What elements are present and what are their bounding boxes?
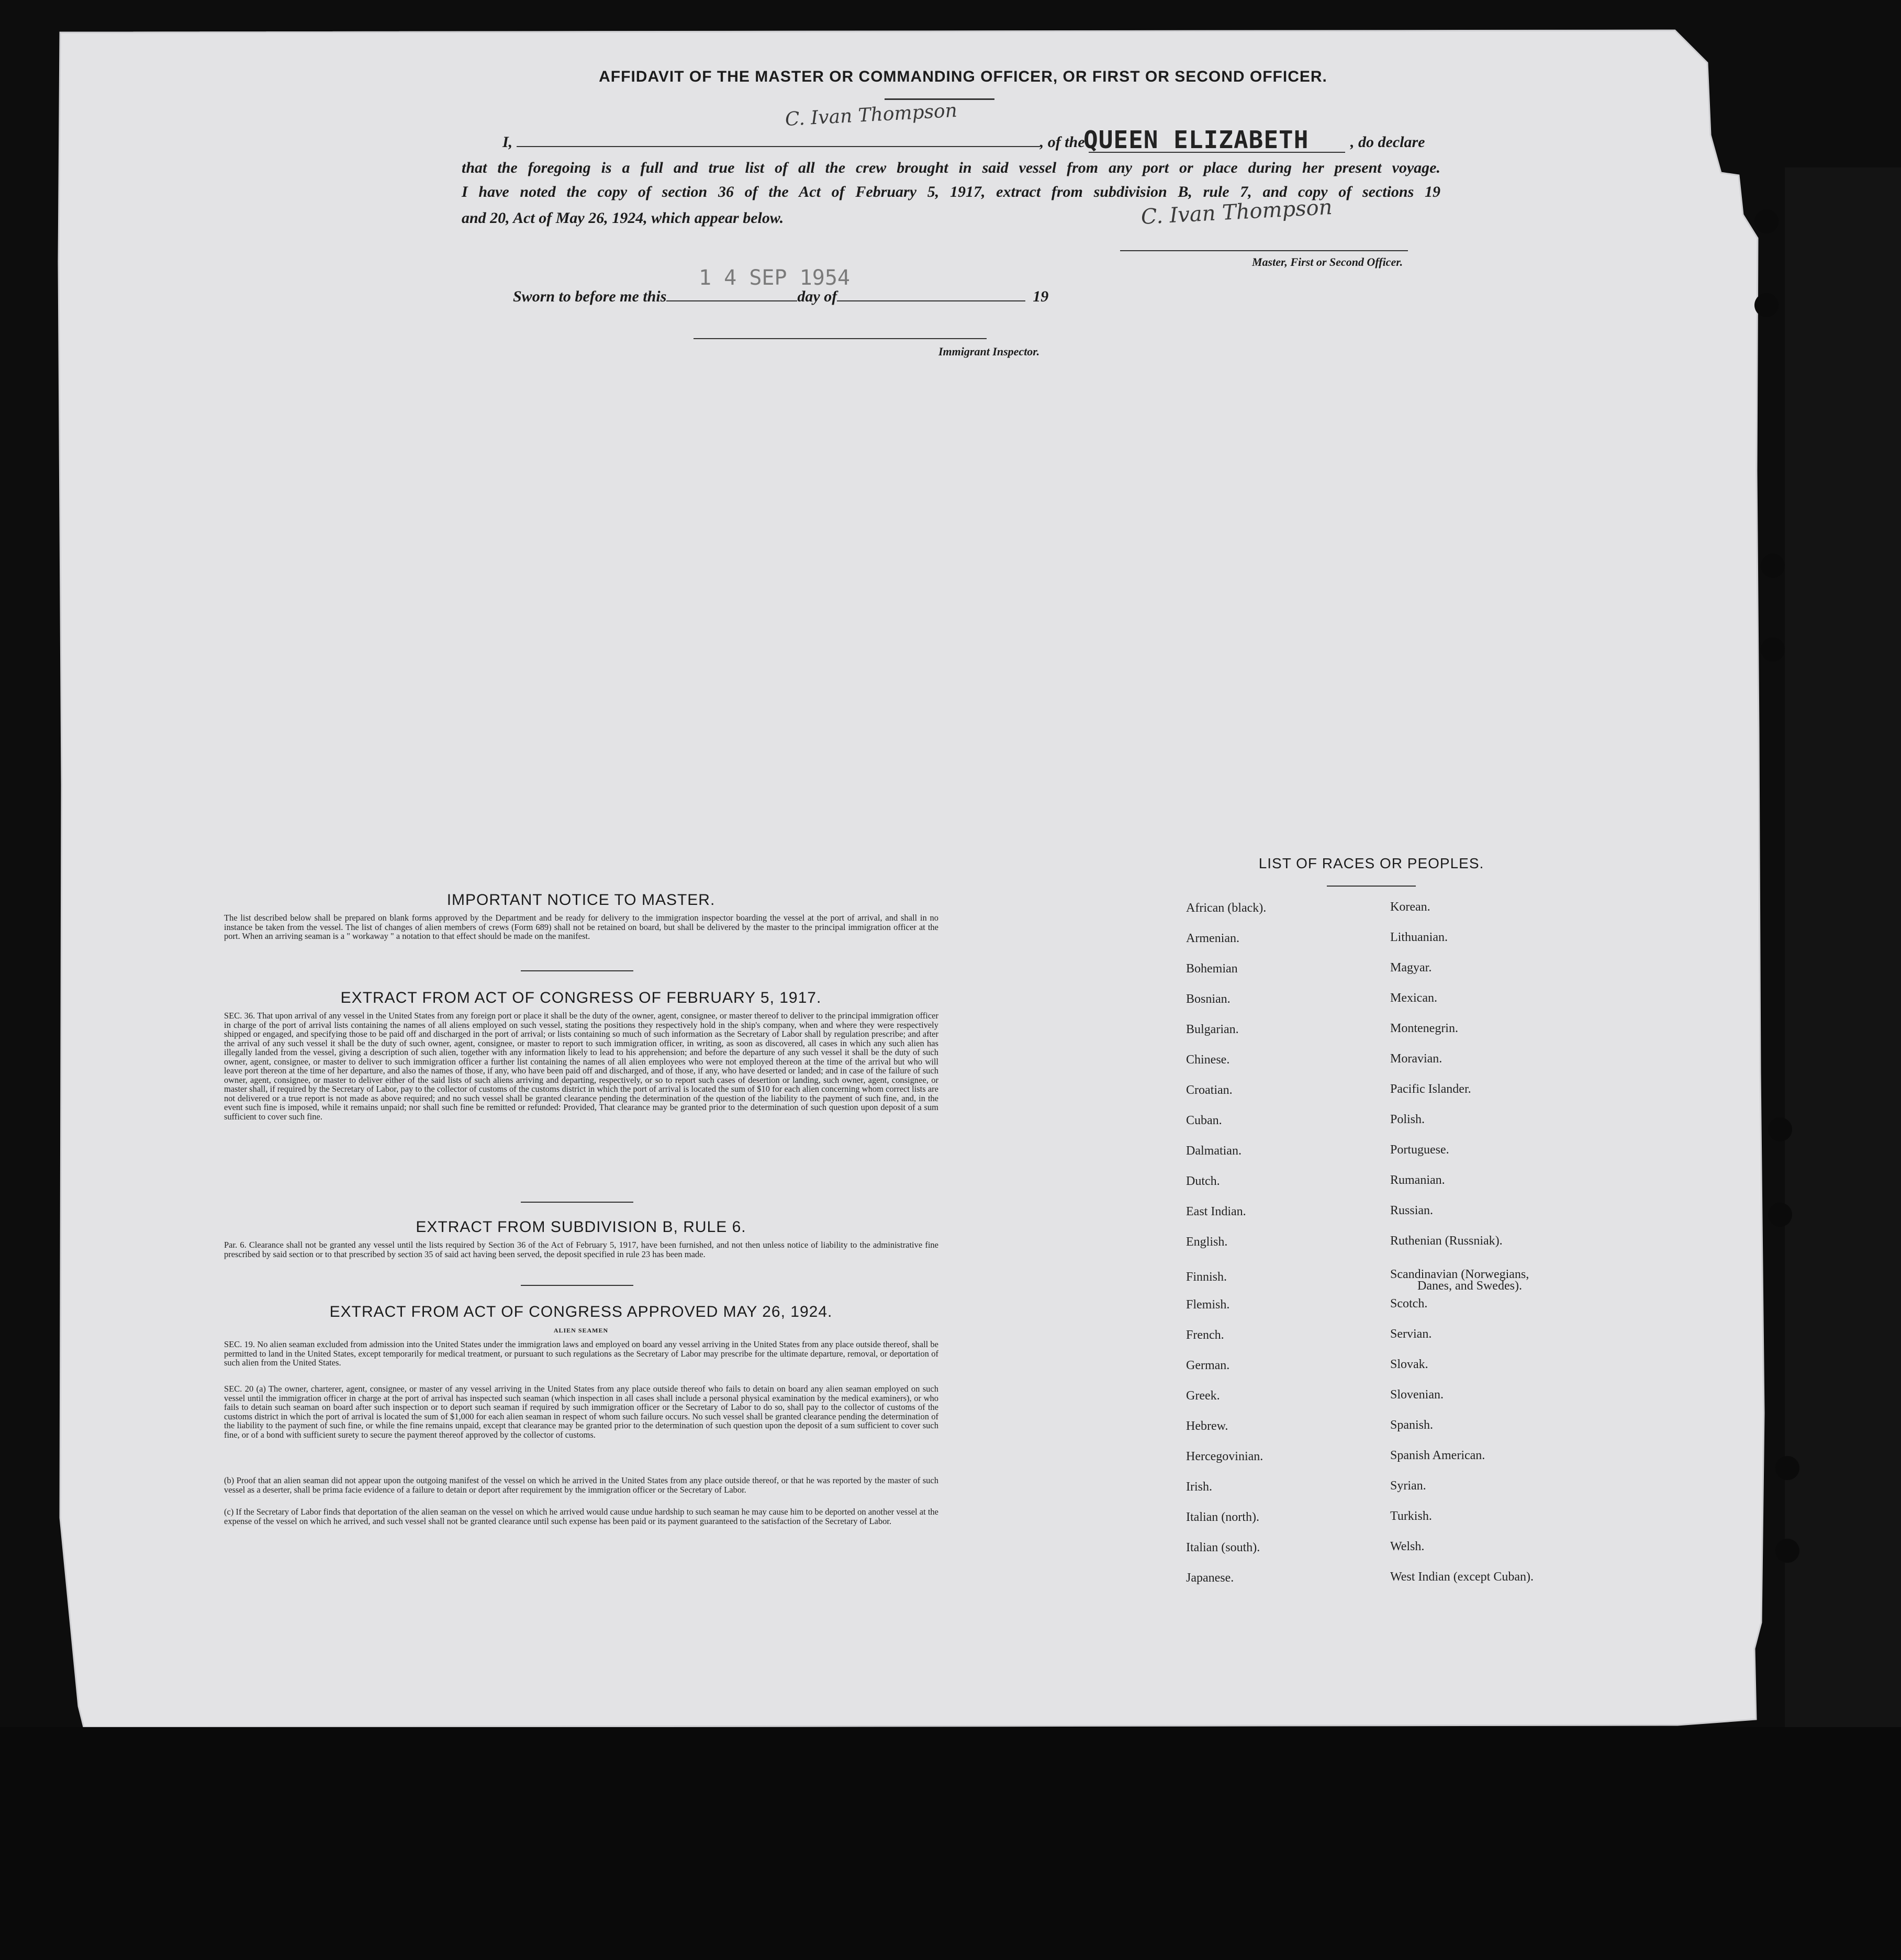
master-signature: C. Ivan Thompson — [1140, 195, 1333, 229]
race-item: Dutch. — [1186, 1174, 1220, 1188]
race-item: Portuguese. — [1390, 1143, 1449, 1157]
race-item: Syrian. — [1390, 1479, 1426, 1493]
race-item: Finnish. — [1186, 1270, 1227, 1284]
races-underline — [1327, 886, 1416, 887]
race-item: Montenegrin. — [1390, 1022, 1458, 1035]
race-item: Italian (south). — [1186, 1541, 1260, 1554]
alien-seamen-subtitle: ALIEN SEAMEN — [553, 1327, 609, 1334]
affidavit-title: AFFIDAVIT OF THE MASTER OR COMMANDING OFFICER, OR FIRST OR SECOND OFFICER. — [599, 68, 1327, 85]
divider — [521, 970, 633, 971]
race-item: Ruthenian (Russniak). — [1390, 1234, 1503, 1248]
race-item: Polish. — [1390, 1113, 1425, 1126]
vessel-fill-line — [1089, 152, 1345, 153]
of-the-label: , of the — [1039, 133, 1085, 151]
race-item: West Indian (except Cuban). — [1390, 1570, 1534, 1584]
extract-1924-sec20b: (b) Proof that an alien seaman did not appear upon the outgoing manifest of the vessel on which he arrived in the United States from any place outside thereof, or that he was reported by the master of such vessel as a deserter, shall be prima facie evidence of a failure to detain or deport after requirement by the immigration officer or the Secretary of Labor. — [224, 1475, 938, 1495]
race-item: Russian. — [1390, 1204, 1434, 1217]
affidavit-line-1 — [502, 133, 1085, 151]
race-item: Mexican. — [1390, 991, 1437, 1005]
race-item: Croatian. — [1186, 1083, 1233, 1097]
race-item-continuation: Danes, and Swedes). — [1417, 1279, 1522, 1293]
extract-1917-body: SEC. 36. That upon arrival of any vessel in the United States from any foreign port or place it shall be the duty of the owner, agent, consignee, or master thereof to deliver to the principal immigration officer in charge of the port of arrival lists containing the names of all aliens employed on such vessel, stating the positions they respectively hold in the ship's company, when and where they were respectively shipped or engaged, and specifying those to be paid off and discharged in the port of arrival; or lists containing so much of such information as the Secretary of Labor shall by regulation prescribe; and after the arrival of any such vessel it shall be the duty of such owner, agent, consignee, or master to report to such immigration officer, in writing, as soon as discovered, all cases in which any such alien has illegally landed from the vessel, giving a description of such alien, together with any information likely to lead to his apprehension; and before the departure of any such vessel it shall be the duty of such owner, agent, consignee, or master to deliver to such immigration officer a further list containing the names of all alien employees who were not employed thereon at the time of the arrival but who will leave port thereon at the time of her departure, and also the names of those, if any, who have been paid off and discharged, and of those, if any, who have deserted or landed; and in case of the failure of such owner, agent, consignee, or master to deliver either of the said lists of such aliens arriving and departing, respectively, or so to report such cases of desertion or landing, such owner, agent, consignee, or master shall, if required by the Secretary of Labor, pay to the collector of customs of the customs district in which the port of arrival is located the sum of $10 for each alien concerning whom correct lists are not delivered or a true report is not made as above required; and no such vessel shall be granted clearance pending the determination of the question of the liability to the payment of such fine, and, in the event such fine is imposed, while it remains unpaid; nor shall such fine be remitted or refunded: Provided, That clearance may be granted prior to the determination of such question upon deposit of a sum sufficient to cover such fine. — [224, 1011, 938, 1122]
i-label: I, — [502, 133, 513, 151]
race-item: French. — [1186, 1328, 1224, 1342]
punch-hole — [1768, 1117, 1792, 1141]
race-item: Turkish. — [1390, 1509, 1432, 1523]
extract-rule6-title: EXTRACT FROM SUBDIVISION B, RULE 6. — [416, 1218, 746, 1236]
race-item: Magyar. — [1390, 961, 1432, 975]
punch-hole — [1761, 554, 1785, 578]
race-item: Bulgarian. — [1186, 1023, 1239, 1036]
race-item: Rumanian. — [1390, 1173, 1445, 1187]
divider — [521, 1202, 633, 1203]
race-item: Japanese. — [1186, 1571, 1234, 1585]
title-underline — [885, 98, 994, 100]
race-item: Armenian. — [1186, 932, 1239, 945]
signature-line — [1120, 250, 1408, 251]
punch-hole — [1768, 1203, 1792, 1227]
race-item: Spanish American. — [1390, 1449, 1485, 1462]
day-of-label: day of — [797, 288, 837, 305]
race-item: Slovenian. — [1390, 1388, 1444, 1402]
race-item: Flemish. — [1186, 1298, 1230, 1312]
signature-name: C. Ivan Thompson — [784, 99, 958, 130]
affidavit-line-3: I have noted the copy of section 36 of the Act of February 5, 1917, extract from subdivision B, rule 7, and copy of sections 19 — [462, 183, 1440, 200]
punch-hole — [1754, 293, 1779, 317]
affidavit-line-4: and 20, Act of May 26, 1924, which appear below. — [462, 209, 784, 227]
race-item: Italian (north). — [1186, 1510, 1259, 1524]
name-fill-line — [517, 146, 1040, 147]
extract-1924-title: EXTRACT FROM ACT OF CONGRESS APPROVED MAY 26, 1924. — [329, 1303, 833, 1320]
affidavit-line-2: that the foregoing is a full and true list of all the crew brought in said vessel from any port or place during her present voyage. — [462, 159, 1440, 176]
date-stamp: 1 4 SEP 1954 — [699, 266, 850, 290]
race-item: Cuban. — [1186, 1114, 1222, 1127]
race-item: Scandinavian (Norwegians, — [1390, 1268, 1529, 1281]
do-declare: , do declare — [1350, 133, 1425, 151]
inspector-caption: Immigrant Inspector. — [938, 345, 1040, 358]
race-item: Greek. — [1186, 1389, 1220, 1403]
race-item: Servian. — [1390, 1327, 1432, 1341]
race-item: Irish. — [1186, 1480, 1212, 1494]
extract-1924-sec20a: SEC. 20 (a) The owner, charterer, agent, consignee, or master of any vessel arriving in the United States from any place outside thereof who fails to detain on board any alien seaman employed on such vessel until the immigration officer in charge at the port of arrival has inspected such seaman (which inspection in all cases shall include a personal physical examination by the medical examiners), or who fails to detain such seaman on board after such inspection or to deport such seaman if required by such immigration officer or the Secretary of Labor to do so, shall pay to the collector of customs of the customs district in which the port of arrival is located the sum of $1,000 for each alien seaman in respect of whom such failure occurs. No such vessel shall be granted clearance pending the determination of the liability to the payment of such fine, or while the fine remains unpaid, except that clearance may be granted prior to the determination of such question upon the deposit of a sum sufficient to cover such fine, or of a bond with sufficient surety to secure the payment thereof approved by the collector of customs. — [224, 1384, 938, 1440]
race-item: Lithuanian. — [1390, 931, 1448, 944]
race-item: Slovak. — [1390, 1358, 1428, 1371]
races-title: LIST OF RACES OR PEOPLES. — [1258, 855, 1484, 871]
sworn-line — [513, 288, 1048, 306]
year-prefix: 19 — [1033, 288, 1049, 305]
race-item: Pacific Islander. — [1390, 1082, 1471, 1096]
race-item: Welsh. — [1390, 1540, 1425, 1553]
notice-title: IMPORTANT NOTICE TO MASTER. — [446, 891, 715, 909]
extract-1924-sec19: SEC. 19. No alien seaman excluded from admission into the United States under the immigration laws and employed on board any vessel arriving in the United States from any place outside thereof, shall be permitted to land in the United States, except temporarily for medical treatment, or pursuant to such regulations as the Secretary of Labor may prescribe for the ultimate departure, removal, or deportation of such alien from the United States. — [224, 1339, 938, 1368]
extract-1924-sec20c: (c) If the Secretary of Labor finds that deportation of the alien seaman on the vessel on which he arrived would cause undue hardship to such seaman he may cause him to be deported on another vessel at the expense of the vessel on which he arrived, and such vessel shall not be granted clearance until such expense has been paid or its payment guaranteed to the satisfaction of the Secretary of Labor. — [224, 1507, 938, 1526]
punch-hole — [1775, 1456, 1799, 1480]
race-item: Spanish. — [1390, 1418, 1434, 1432]
race-item: Korean. — [1390, 900, 1430, 914]
race-item: Moravian. — [1390, 1052, 1442, 1066]
inspector-signature-line — [694, 338, 987, 339]
race-item: African (black). — [1186, 901, 1267, 915]
vessel-name-stamp: QUEEN ELIZABETH — [1083, 126, 1309, 154]
race-item: German. — [1186, 1359, 1230, 1372]
punch-hole — [1761, 637, 1785, 662]
race-item: Dalmatian. — [1186, 1144, 1242, 1158]
punch-hole — [1775, 1539, 1799, 1563]
race-item: East Indian. — [1186, 1205, 1246, 1218]
punch-hole — [1754, 209, 1779, 233]
sworn-label: Sworn to before me this — [513, 288, 667, 305]
race-item: Bohemian — [1186, 962, 1238, 976]
race-item: Scotch. — [1390, 1297, 1428, 1311]
race-item: Bosnian. — [1186, 992, 1231, 1006]
divider — [521, 1285, 633, 1286]
extract-rule6-body: Par. 6. Clearance shall not be granted any vessel until the lists required by Section 36 of the Act of February 5, 1917, have been furnished, and not then unless notice of liability to the administrative fine prescribed by said section or to that prescribed by section 35 of said act having been served, the deposit specified in rule 23 has been made. — [224, 1240, 938, 1259]
race-item: Hercegovinian. — [1186, 1450, 1263, 1463]
extract-1917-title: EXTRACT FROM ACT OF CONGRESS OF FEBRUARY 5, 1917. — [340, 989, 822, 1006]
race-item: Chinese. — [1186, 1053, 1230, 1067]
notice-body: The list described below shall be prepared on blank forms approved by the Department and be ready for delivery to the immigration inspector boarding the vessel at the port of arrival, and shall in no instance be taken from the vessel. The list of changes of alien members of crews (Form 689) shall not be retained on board, but shall be delivered by the master to the principal immigration officer at the port. When an arriving seaman is a " workaway " a notation to that effect should be made on the manifest. — [224, 913, 938, 941]
race-item: Hebrew. — [1186, 1419, 1228, 1433]
master-caption: Master, First or Second Officer. — [1252, 255, 1403, 268]
race-item: English. — [1186, 1235, 1228, 1249]
